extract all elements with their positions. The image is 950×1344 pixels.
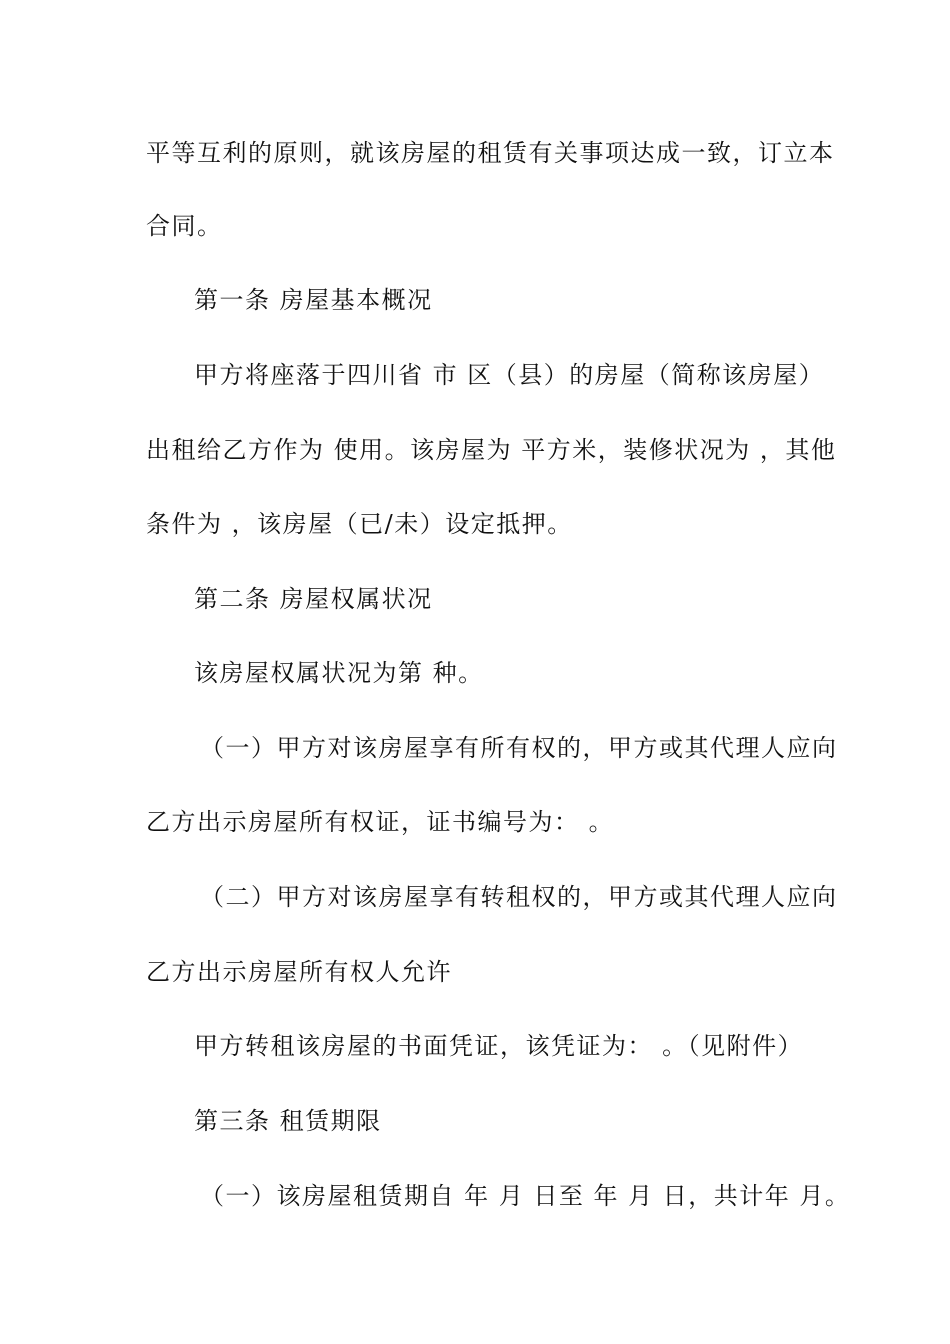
paragraph-line: 甲方转租该房屋的书面凭证，该凭证为： 。（见附件） [194, 1032, 804, 1060]
paragraph-line: 乙方出示房屋所有权人允许 [146, 958, 452, 986]
article-heading: 第三条 租赁期限 [194, 1107, 382, 1135]
clause-line: （一）该房屋租赁期自 年 月 日至 年 月 日，共计年 月。 [200, 1182, 851, 1210]
article-heading: 第二条 房屋权属状况 [194, 585, 433, 613]
clause-line: （二）甲方对该房屋享有转租权的，甲方或其代理人应向 [200, 883, 838, 911]
clause-line: （一）甲方对该房屋享有所有权的，甲方或其代理人应向 [200, 734, 838, 762]
paragraph-line: 甲方将座落于四川省 市 区（县）的房屋（简称该房屋） [194, 361, 825, 389]
paragraph-line: 平等互利的原则，就该房屋的租赁有关事项达成一致，订立本 [146, 139, 835, 167]
paragraph-line: 该房屋权属状况为第 种。 [194, 659, 484, 687]
article-heading: 第一条 房屋基本概况 [194, 286, 433, 314]
paragraph-line: 合同。 [146, 212, 223, 240]
paragraph-line: 出租给乙方作为 使用。该房屋为 平方米，装修状况为 ，其他 [146, 436, 837, 464]
paragraph-line: 乙方出示房屋所有权证，证书编号为： 。 [146, 808, 615, 836]
paragraph-line: 条件为 ，该房屋（已/未）设定抵押。 [146, 510, 573, 538]
